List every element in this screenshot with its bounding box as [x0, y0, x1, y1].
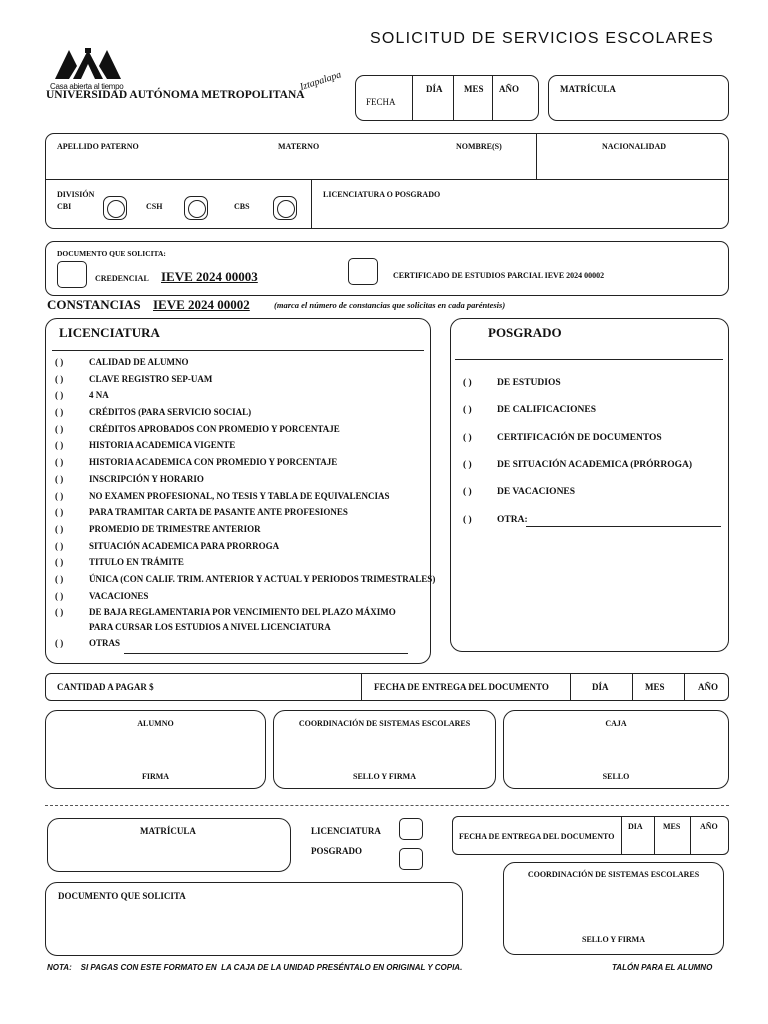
- cbs-checkbox[interactable]: [273, 196, 297, 220]
- otras-line[interactable]: [124, 653, 408, 654]
- item-label: ÚNICA (CON CALIF. TRIM. ANTERIOR Y ACTUAL Y PERIODOS TRIMESTRALES): [89, 573, 436, 584]
- item-paren: ( ): [463, 378, 472, 388]
- talon-anio: AÑO: [700, 822, 718, 831]
- licenciatura-item[interactable]: [55, 424, 435, 441]
- item-paren: ( ): [55, 373, 64, 384]
- licenciatura-item[interactable]: [55, 390, 435, 407]
- mes-label: MES: [464, 84, 484, 94]
- licenciatura-item[interactable]: [55, 524, 435, 541]
- constancias-code: IEVE 2024 00002: [153, 297, 250, 312]
- constancias-label: CONSTANCIAS: [47, 297, 141, 312]
- item-paren: ( ): [55, 573, 64, 584]
- posgrado-item[interactable]: [463, 487, 692, 514]
- talon-documento-label: DOCUMENTO QUE SOLICITA: [58, 891, 186, 901]
- item-label: DE CALIFICACIONES: [497, 405, 596, 416]
- licenciatura-item[interactable]: [55, 374, 435, 391]
- licenciatura-item[interactable]: [55, 491, 435, 508]
- talon-posgrado-checkbox[interactable]: [399, 848, 423, 870]
- payment-dia: DÍA: [592, 682, 609, 692]
- caja-label: CAJA: [605, 719, 627, 728]
- posgrado-item[interactable]: [463, 433, 692, 460]
- item-label: TITULO EN TRÁMITE: [89, 557, 184, 568]
- item-label: CRÉDITOS (PARA SERVICIO SOCIAL): [89, 407, 252, 418]
- talon-coordinacion-label: COORDINACIÓN DE SISTEMAS ESCOLARES: [527, 870, 700, 879]
- item-label: INSCRIPCIÓN Y HORARIO: [89, 473, 204, 484]
- division-label: DIVISIÓN: [57, 190, 95, 199]
- cantidad-label: CANTIDAD A PAGAR $: [57, 682, 154, 692]
- unit-name: Iztapalapa: [298, 69, 343, 93]
- cbi-checkbox[interactable]: [103, 196, 127, 220]
- item-paren: ( ): [55, 490, 64, 501]
- apellido-paterno-label: APELLIDO PATERNO: [57, 142, 139, 151]
- item-label: DE BAJA REGLAMENTARIA POR VENCIMIENTO DEL PLAZO MÁXIMO: [89, 607, 396, 618]
- csh-checkbox[interactable]: [184, 196, 208, 220]
- item-label: HISTORIA ACADEMICA CON PROMEDIO Y PORCENTAJE: [89, 457, 338, 468]
- licenciatura-item[interactable]: [55, 357, 435, 374]
- talon-fecha-label: FECHA DE ENTREGA DEL DOCUMENTO: [459, 832, 615, 841]
- certificado-label: CERTIFICADO DE ESTUDIOS PARCIAL IEVE 2024 00002: [393, 271, 605, 280]
- matricula-label: MATRÍCULA: [560, 84, 616, 94]
- item-label: DE SITUACIÓN ACADEMICA (PRÓRROGA): [497, 459, 693, 470]
- baja-line2: PARA CURSAR LOS ESTUDIOS A NIVEL LICENCIATURA: [89, 622, 331, 632]
- posgrado-list: [463, 378, 692, 514]
- posgrado-otra-label: OTRA:: [497, 515, 528, 525]
- licenciatura-item[interactable]: [55, 407, 435, 424]
- item-paren: ( ): [463, 487, 472, 498]
- form-title: SOLICITUD DE SERVICIOS ESCOLARES: [370, 30, 714, 47]
- item-label: CERTIFICACIÓN DE DOCUMENTOS: [497, 432, 662, 443]
- nacionalidad-label: NACIONALIDAD: [602, 142, 667, 151]
- item-paren: ( ): [55, 407, 64, 418]
- fecha-entrega-label: FECHA DE ENTREGA DEL DOCUMENTO: [374, 682, 549, 692]
- posgrado-title: POSGRADO: [488, 325, 562, 340]
- item-label: 4 NA: [89, 390, 109, 401]
- talon-licenciatura-checkbox[interactable]: [399, 818, 423, 840]
- firma-label: FIRMA: [141, 772, 170, 781]
- item-label: PROMEDIO DE TRIMESTRE ANTERIOR: [89, 523, 261, 534]
- csh-label: CSH: [146, 202, 163, 211]
- footer-note: NOTA: SI PAGAS CON ESTE FORMATO EN LA CAJA DE LA UNIDAD PRESÉNTALO EN ORIGINAL Y COPIA.: [47, 963, 463, 972]
- credencial-label: CREDENCIAL: [95, 274, 149, 283]
- item-paren: ( ): [55, 357, 64, 367]
- payment-mes: MES: [645, 682, 665, 692]
- licenciatura-item[interactable]: [55, 557, 435, 574]
- licenciatura-item[interactable]: [55, 591, 435, 608]
- licenciatura-item[interactable]: [55, 457, 435, 474]
- licenciatura-title: LICENCIATURA: [59, 325, 160, 340]
- item-paren: ( ): [55, 607, 64, 618]
- otras-label: OTRAS: [89, 638, 121, 648]
- sello-label: SELLO: [602, 772, 630, 781]
- item-label: HISTORIA ACADEMICA VIGENTE: [89, 440, 236, 451]
- certificado-checkbox[interactable]: [348, 258, 378, 285]
- item-paren: ( ): [55, 423, 64, 434]
- item-paren: ( ): [55, 523, 64, 534]
- licenciatura-item[interactable]: [55, 474, 435, 491]
- otras-paren[interactable]: ( ): [55, 638, 64, 648]
- coordinacion-label: COORDINACIÓN DE SISTEMAS ESCOLARES: [298, 719, 471, 728]
- logo-tagline: Casa abierta al tiempo: [50, 82, 124, 91]
- licenciatura-item[interactable]: [55, 541, 435, 558]
- item-paren: ( ): [55, 540, 64, 551]
- item-label: SITUACIÓN ACADEMICA PARA PRORROGA: [89, 540, 280, 551]
- item-paren: ( ): [55, 507, 64, 518]
- licenciatura-item[interactable]: [55, 574, 435, 591]
- credencial-code: IEVE 2024 00003: [161, 269, 258, 284]
- nombres-label: NOMBRE(S): [456, 142, 502, 151]
- item-paren: ( ): [55, 590, 64, 601]
- fecha-label: FECHA: [366, 97, 396, 107]
- talon-matricula-label: MATRÍCULA: [140, 826, 196, 836]
- credencial-checkbox[interactable]: [57, 261, 87, 288]
- talon-sello-firma-label: SELLO Y FIRMA: [582, 935, 645, 944]
- item-label: DE VACACIONES: [497, 487, 576, 498]
- item-label: NO EXAMEN PROFESIONAL, NO TESIS Y TABLA DE EQUIVALENCIAS: [89, 490, 390, 501]
- item-label: DE ESTUDIOS: [497, 378, 561, 388]
- constancias-note: (marca el número de constancias que solicitas en cada paréntesis): [274, 300, 506, 310]
- dia-label: DÍA: [426, 84, 443, 94]
- materno-label: MATERNO: [278, 142, 320, 151]
- posgrado-item[interactable]: [463, 460, 692, 487]
- item-paren: ( ): [463, 459, 472, 470]
- licenciatura-posgrado-label: LICENCIATURA O POSGRADO: [323, 190, 441, 199]
- item-paren: ( ): [55, 557, 64, 568]
- item-label: VACACIONES: [89, 590, 149, 601]
- talon-mes: MES: [663, 822, 681, 831]
- cbs-label: CBS: [234, 202, 250, 211]
- matricula-field[interactable]: [548, 75, 729, 121]
- posgrado-item[interactable]: [463, 405, 692, 432]
- item-paren: ( ): [55, 390, 64, 401]
- licenciatura-item[interactable]: [55, 507, 435, 524]
- item-paren: ( ): [55, 473, 64, 484]
- anio-label: AÑO: [499, 84, 519, 94]
- item-label: CLAVE REGISTRO SEP-UAM: [89, 373, 213, 384]
- sello-firma-label: SELLO Y FIRMA: [353, 772, 416, 781]
- licenciatura-item[interactable]: [55, 440, 435, 457]
- uam-logo: [55, 48, 121, 80]
- posgrado-otra-paren: ( ): [463, 515, 472, 525]
- payment-anio: AÑO: [698, 682, 718, 692]
- cbi-label: CBI: [57, 202, 72, 211]
- licenciatura-list: [55, 357, 435, 624]
- uam-logo-mark: [55, 48, 121, 80]
- talon-dia: DIA: [628, 822, 643, 831]
- item-paren: ( ): [463, 432, 472, 443]
- footer-talon: TALÓN PARA EL ALUMNO: [612, 963, 713, 972]
- university-name: UNIVERSIDAD AUTÓNOMA METROPOLITANA: [46, 89, 305, 101]
- cut-line: [45, 805, 729, 806]
- item-label: CRÉDITOS APROBADOS CON PROMEDIO Y PORCENTAJE: [89, 423, 340, 434]
- item-paren: ( ): [55, 440, 64, 451]
- posgrado-item[interactable]: [463, 378, 692, 405]
- alumno-label: ALUMNO: [137, 719, 174, 728]
- talon-licenciatura-label: LICENCIATURA: [311, 826, 381, 836]
- talon-posgrado-label: POSGRADO: [311, 846, 363, 856]
- item-paren: ( ): [463, 405, 472, 416]
- item-paren: ( ): [55, 457, 64, 468]
- item-label: CALIDAD DE ALUMNO: [89, 357, 189, 367]
- posgrado-otra-row[interactable]: [463, 515, 528, 525]
- item-label: PARA TRAMITAR CARTA DE PASANTE ANTE PROFESIONES: [89, 507, 348, 518]
- documento-label: DOCUMENTO QUE SOLICITA:: [57, 249, 166, 258]
